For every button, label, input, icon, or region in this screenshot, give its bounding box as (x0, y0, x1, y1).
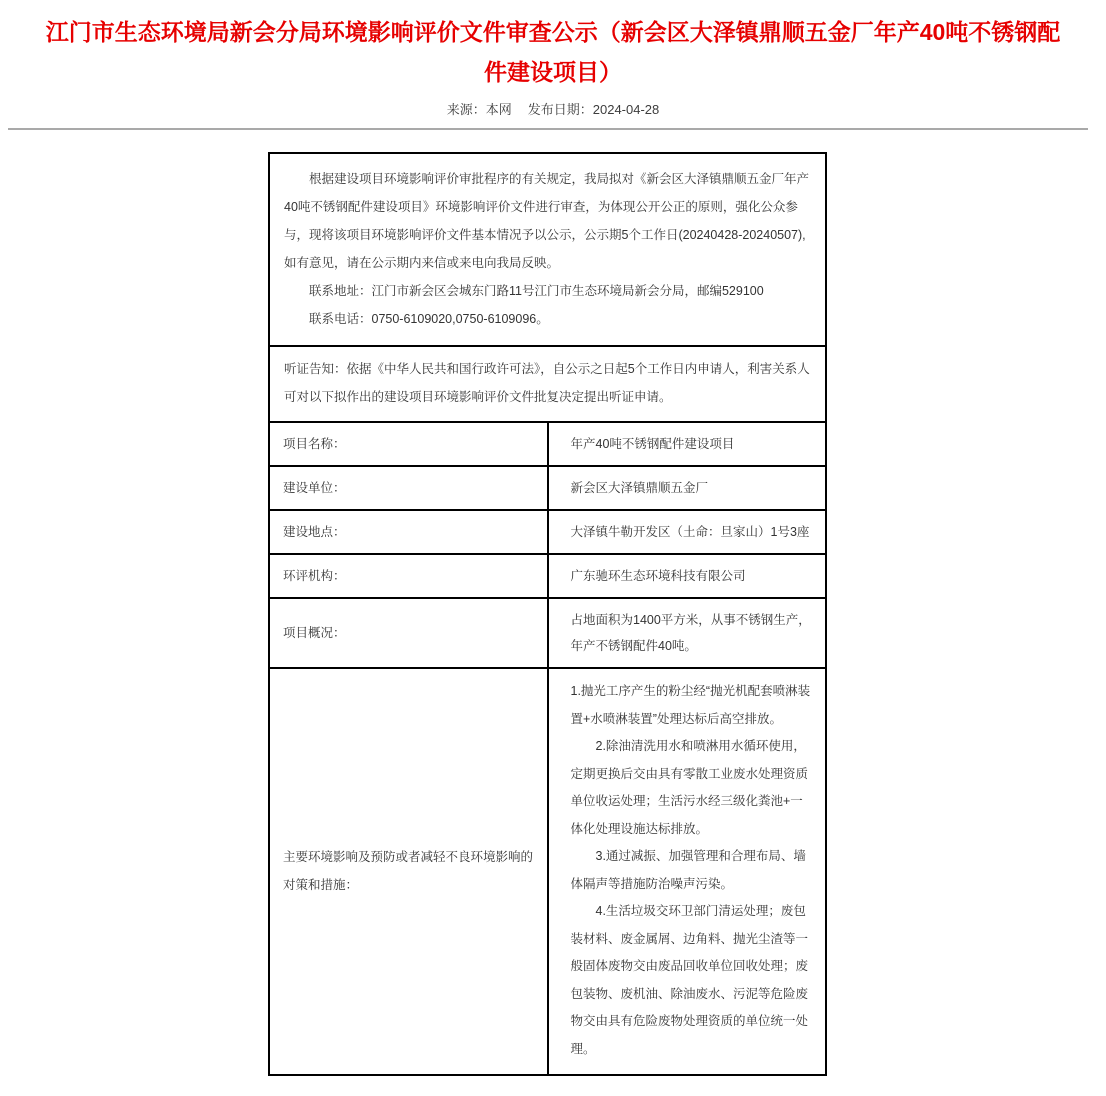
field-label-construction-unit: 建设单位： (269, 466, 548, 510)
contact-phone: 联系电话：0750-6109020,0750-6109096。 (309, 312, 549, 326)
table-row-measures (269, 668, 826, 1075)
measure-item-4: 4.生活垃圾交环卫部门清运处理；废包装材料、废金属屑、边角料、抛光尘渣等一般固体废物交由废品回收单位回收处理；废包装物、废机油、除油废水、污泥等危险废物交由具有危险废物处理资质的单位统一处理。 (570, 904, 809, 1056)
table-row-eia-agency (269, 554, 826, 598)
page-title-line1: 江门市生态环境局新会分局环境影响评价文件审查公示（新会区大泽镇鼎顺五金厂年产40吨不锈钢配 (45, 19, 1061, 45)
announcement-page (0, 12, 1106, 1096)
field-label-eia-agency: 环评机构： (269, 554, 548, 598)
field-label-construction-site: 建设地点： (269, 510, 548, 554)
source-value: 本网 (485, 102, 512, 117)
hearing-notice-cell (269, 346, 826, 422)
measure-item-1: 1.抛光工序产生的粉尘经“抛光机配套喷淋装置+水喷淋装置”处理达标后高空排放。 (570, 684, 811, 726)
measure-item-2: 2.除油清洗用水和喷淋用水循环使用，定期更换后交由具有零散工业废水处理资质单位收运处理；生活污水经三级化粪池+一体化处理设施达标排放。 (570, 739, 809, 836)
table-row-project-overview (269, 598, 826, 668)
contact-address: 联系地址：江门市新会区会城东门路11号江门市生态环境局新会分局，邮编529100 (309, 284, 764, 298)
intro-paragraph: 根据建设项目环境影响评价审批程序的有关规定，我局拟对《新会区大泽镇鼎顺五金厂年产40吨不锈钢配件建设项目》环境影响评价文件进行审查，为体现公开公正的原则，强化公众参与，现将该项目环境影响评价文件基本情况予以公示，公示期5个工作日(20240428-20240507),如有意见，请在公示期内来信或来电向我局反映。 (284, 172, 810, 270)
page-title (10, 12, 1096, 92)
field-label-project-overview: 项目概况： (269, 598, 548, 668)
announcement-table (268, 152, 827, 1076)
field-value-project-name: 年产40吨不锈钢配件建设项目 (548, 422, 827, 466)
hearing-row (269, 346, 826, 422)
intro-cell (269, 153, 826, 346)
table-row-project-name (269, 422, 826, 466)
measures-label: 主要环境影响及预防或者减轻不良环境影响的对策和措施： (269, 668, 548, 1075)
page-title-line2: 件建设项目） (484, 59, 622, 85)
table-row-construction-unit (269, 466, 826, 510)
publish-date-value: 2024-04-28 (592, 102, 660, 117)
hearing-notice-text: 听证告知：依据《中华人民共和国行政许可法》，自公示之日起5个工作日内申请人，利害关系人可对以下拟作出的建设项目环境影响评价文件批复决定提出听证申请。 (284, 362, 810, 404)
intro-row (269, 153, 826, 346)
field-value-construction-site: 大泽镇牛勒开发区（土命：旦家山）1号3座 (548, 510, 827, 554)
field-label-project-name: 项目名称： (269, 422, 548, 466)
measure-item-3: 3.通过减振、加强管理和合理布局、墙体隔声等措施防治噪声污染。 (570, 849, 806, 891)
field-value-construction-unit: 新会区大泽镇鼎顺五金厂 (548, 466, 827, 510)
field-value-project-overview: 占地面积为1400平方米，从事不锈钢生产，年产不锈钢配件40吨。 (548, 598, 827, 668)
article-meta (0, 101, 1106, 119)
header-divider (8, 128, 1088, 130)
field-value-eia-agency: 广东驰环生态环境科技有限公司 (548, 554, 827, 598)
table-row-construction-site (269, 510, 826, 554)
source-label: 来源： (446, 102, 486, 117)
measures-content (548, 668, 827, 1075)
publish-date-label: 发布日期： (527, 102, 593, 117)
